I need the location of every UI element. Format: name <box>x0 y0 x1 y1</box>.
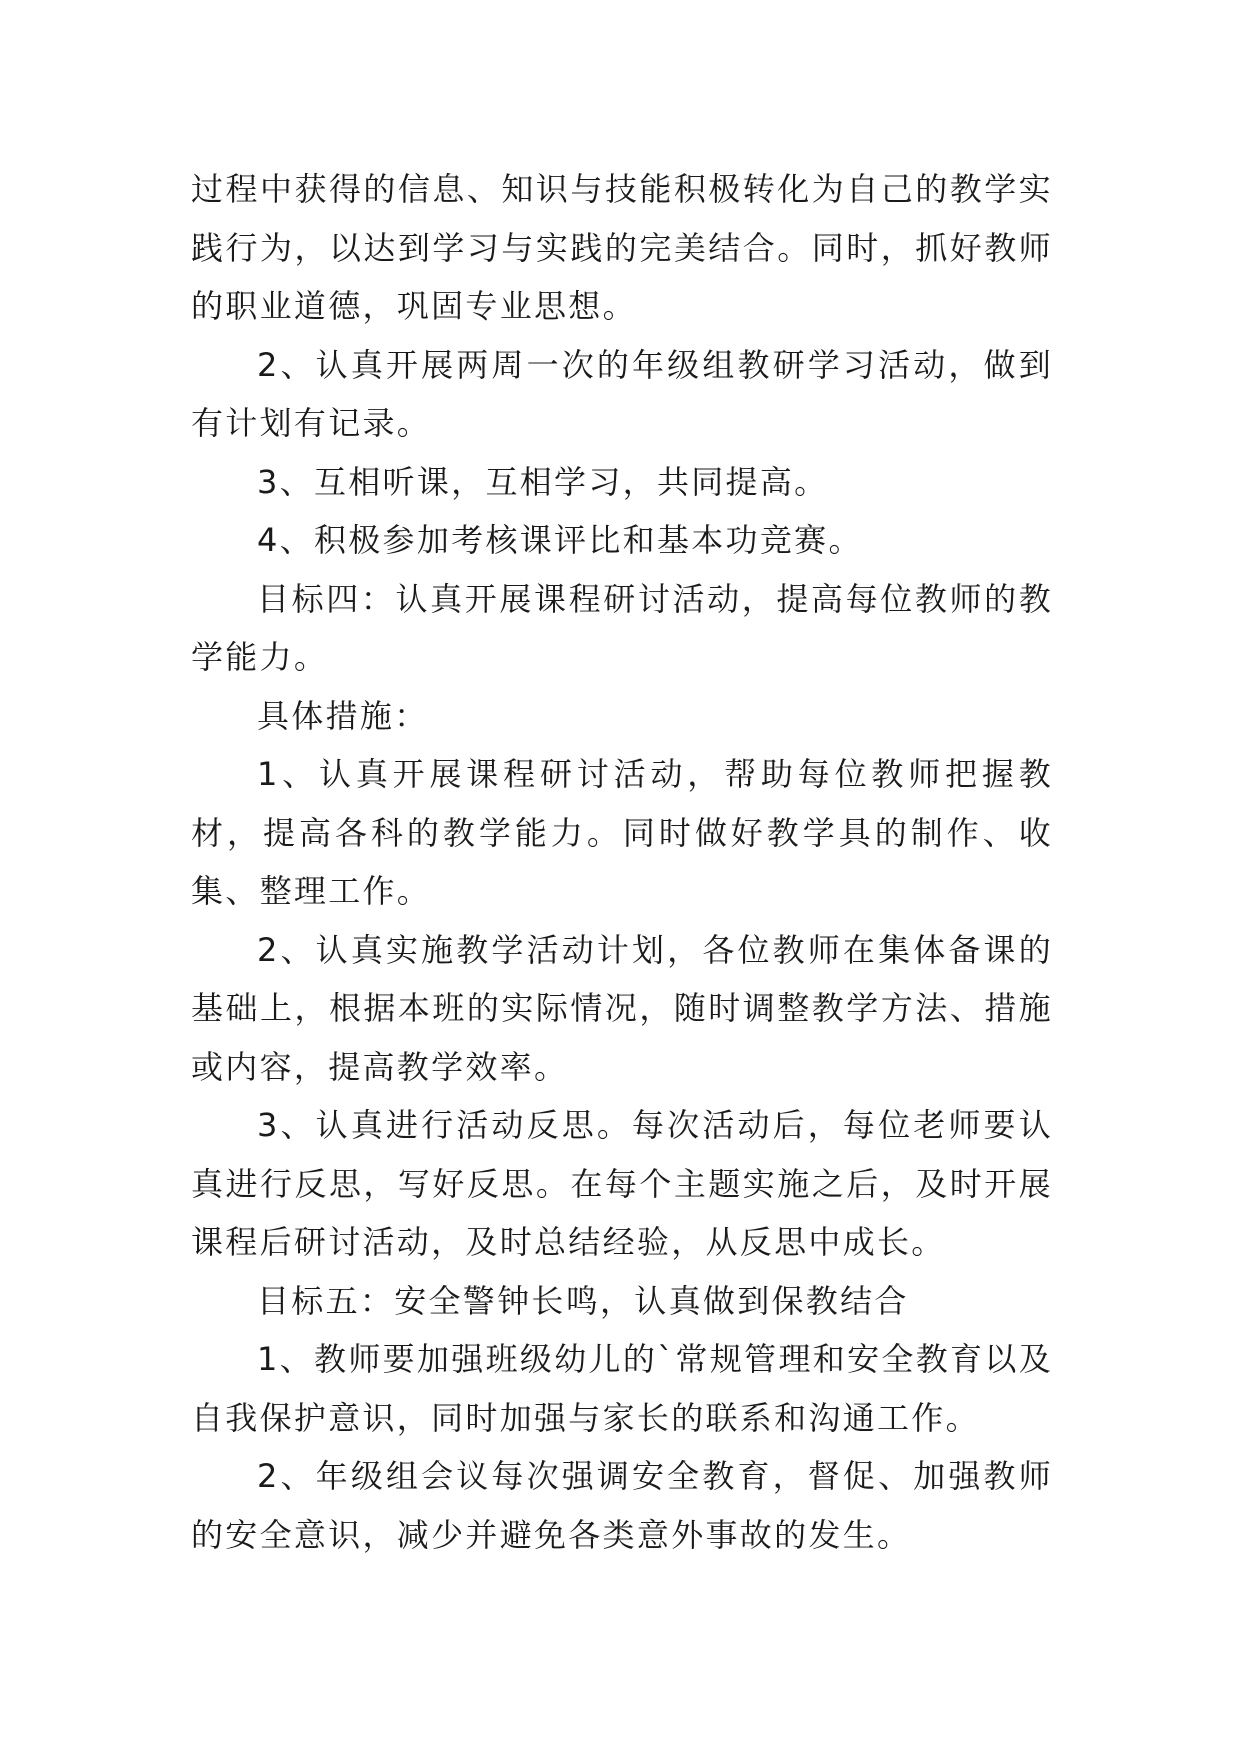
paragraph-item-2-biweekly-research: 2、认真开展两周一次的年级组教研学习活动，做到有计划有记录。 <box>191 345 1053 442</box>
paragraph-measure-1: 1、认真开展课程研讨活动，帮助每位教师把握教材，提高各科的教学能力。同时做好教学具的制作、收集、整理工作。 <box>191 755 1053 910</box>
paragraph-goal-five: 目标五：安全警钟长鸣，认真做到保教结合 <box>257 1281 909 1320</box>
paragraph-item-4-competitions: 4、积极参加考核课评比和基本功竞赛。 <box>257 521 863 559</box>
paragraph-goal-four: 目标四：认真开展课程研讨活动，提高每位教师的教学能力。 <box>191 579 1053 676</box>
paragraph-specific-measures: 具体措施： <box>257 696 429 735</box>
paragraph-safety-1: 1、教师要加强班级幼儿的`常规管理和安全教育以及自我保护意识，同时加强与家长的联系和沟通工作。 <box>191 1340 1053 1437</box>
paragraph-measure-3: 3、认真进行活动反思。每次活动后，每位老师要认真进行反思，写好反思。在每个主题实施之后，及时开展课程后研讨活动，及时总结经验，从反思中成长。 <box>191 1106 1053 1261</box>
paragraph-item-3-mutual-observation: 3、互相听课，互相学习，共同提高。 <box>257 462 829 501</box>
paragraph-continuation: 过程中获得的信息、知识与技能积极转化为自己的教学实践行为，以达到学习与实践的完美结合。同时，抓好教师的职业道德，巩固专业思想。 <box>191 170 1053 325</box>
paragraph-safety-2: 2、年级组会议每次强调安全教育，督促、加强教师的安全意识，减少并避免各类意外事故的发生。 <box>191 1457 1053 1554</box>
document-body <box>191 160 1053 1564</box>
paragraph-measure-2: 2、认真实施教学活动计划，各位教师在集体备课的基础上，根据本班的实际情况，随时调整教学方法、措施或内容，提高教学效率。 <box>191 930 1053 1086</box>
